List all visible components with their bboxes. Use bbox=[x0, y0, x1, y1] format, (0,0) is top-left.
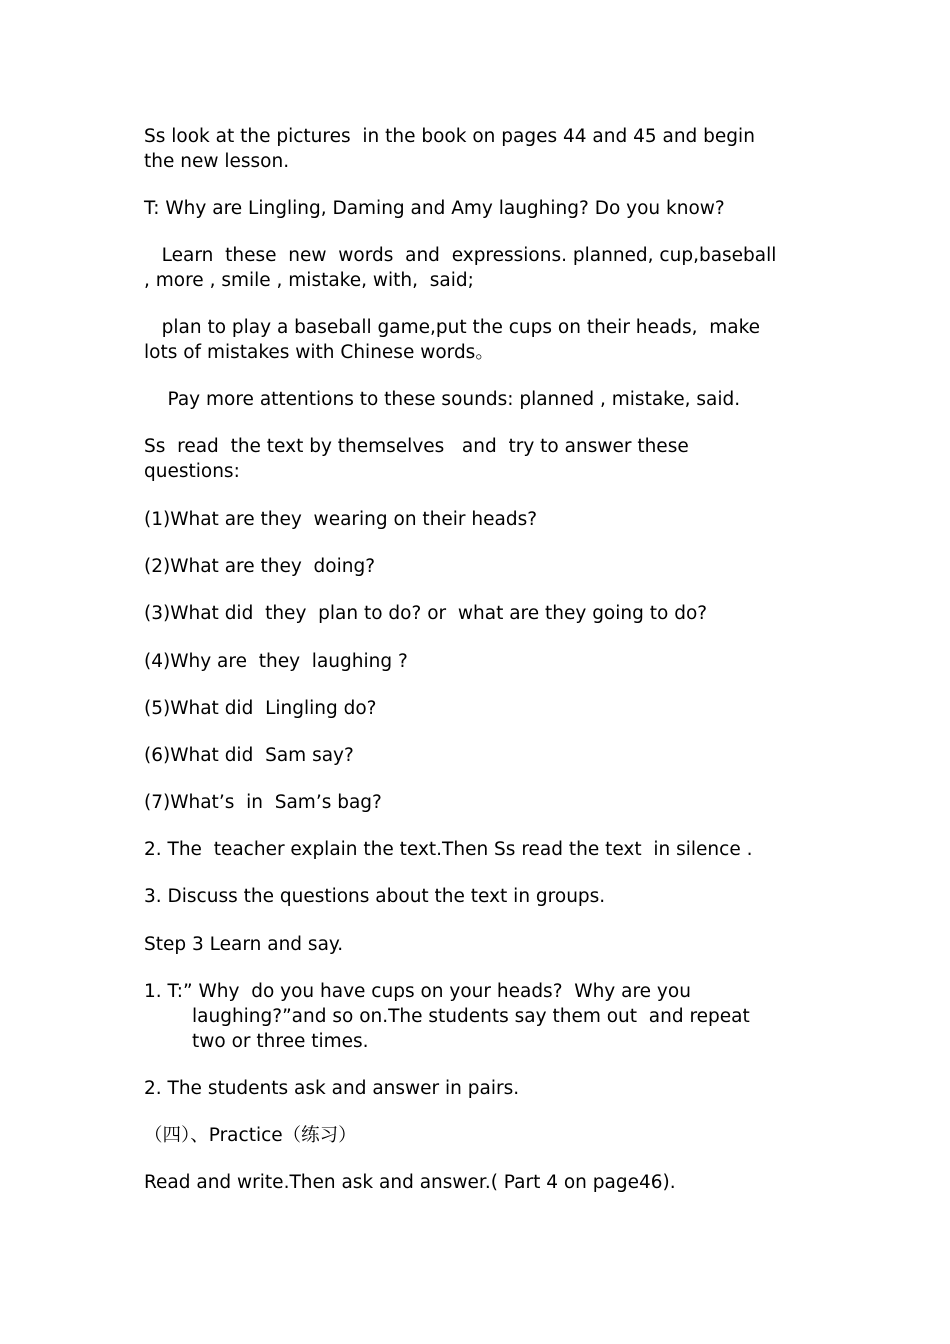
question-item bbox=[144, 649, 814, 674]
question-item bbox=[144, 507, 814, 532]
paragraph-practice bbox=[144, 1170, 814, 1195]
paragraph-expressions bbox=[144, 315, 814, 365]
paragraph-intro bbox=[144, 124, 814, 174]
text-line: Read and write.Then ask and answer.( Part 4 on page46). bbox=[144, 1172, 676, 1193]
text-line: (7)What’s in Sam’s bag? bbox=[144, 792, 382, 813]
paragraph-step-2 bbox=[144, 837, 814, 862]
text-line: 3. Discuss the questions about the text in groups. bbox=[144, 886, 606, 907]
paragraph-new-words bbox=[144, 243, 814, 293]
text-line: laughing?”and so on.The students say them out and repeat bbox=[192, 1006, 750, 1027]
paragraph-sounds bbox=[144, 387, 814, 412]
text-line: (5)What did Lingling do? bbox=[144, 698, 377, 719]
text-line: lots of mistakes with Chinese words。 bbox=[144, 342, 494, 363]
paragraph-question-intro bbox=[144, 196, 814, 221]
paragraph-learn-say-1 bbox=[144, 979, 814, 1054]
text-line: T: Why are Lingling, Daming and Amy laughing? Do you know? bbox=[144, 198, 725, 219]
text-line: , more , smile , mistake, with, said; bbox=[144, 270, 474, 291]
question-item bbox=[144, 554, 814, 579]
text-line: two or three times. bbox=[192, 1031, 369, 1052]
question-item bbox=[144, 601, 814, 626]
text-line: (3)What did they plan to do? or what are they going to do? bbox=[144, 603, 708, 624]
text-line: Learn these new words and expressions. planned, cup,baseball bbox=[144, 245, 777, 266]
paragraph-reading-task bbox=[144, 434, 814, 484]
text-line: (6)What did Sam say? bbox=[144, 745, 354, 766]
question-item bbox=[144, 743, 814, 768]
paragraph-step-3 bbox=[144, 884, 814, 909]
section-heading-practice bbox=[144, 1123, 814, 1148]
text-line: 2. The teacher explain the text.Then Ss read the text in silence . bbox=[144, 839, 753, 860]
question-item bbox=[144, 790, 814, 815]
text-line: (2)What are they doing? bbox=[144, 556, 376, 577]
text-line: Step 3 Learn and say. bbox=[144, 934, 344, 955]
text-line: Ss look at the pictures in the book on pages 44 and 45 and begin bbox=[144, 126, 755, 147]
text-line: (1)What are they wearing on their heads? bbox=[144, 509, 538, 530]
text-line: (4)Why are they laughing ? bbox=[144, 651, 408, 672]
text-line: plan to play a baseball game,put the cups on their heads, make bbox=[144, 317, 761, 338]
text-line: （四）、Practice（练习） bbox=[144, 1125, 357, 1146]
paragraph-learn-say-2 bbox=[144, 1076, 814, 1101]
text-line: Pay more attentions to these sounds: planned , mistake, said. bbox=[144, 389, 741, 410]
text-line: questions: bbox=[144, 461, 240, 482]
text-line: 1. T:” Why do you have cups on your heads? Why are you bbox=[144, 981, 691, 1002]
text-line: the new lesson. bbox=[144, 151, 290, 172]
question-item bbox=[144, 696, 814, 721]
text-line: Ss read the text by themselves and try to answer these bbox=[144, 436, 689, 457]
text-line: 2. The students ask and answer in pairs. bbox=[144, 1078, 520, 1099]
section-heading-step-3 bbox=[144, 932, 814, 957]
